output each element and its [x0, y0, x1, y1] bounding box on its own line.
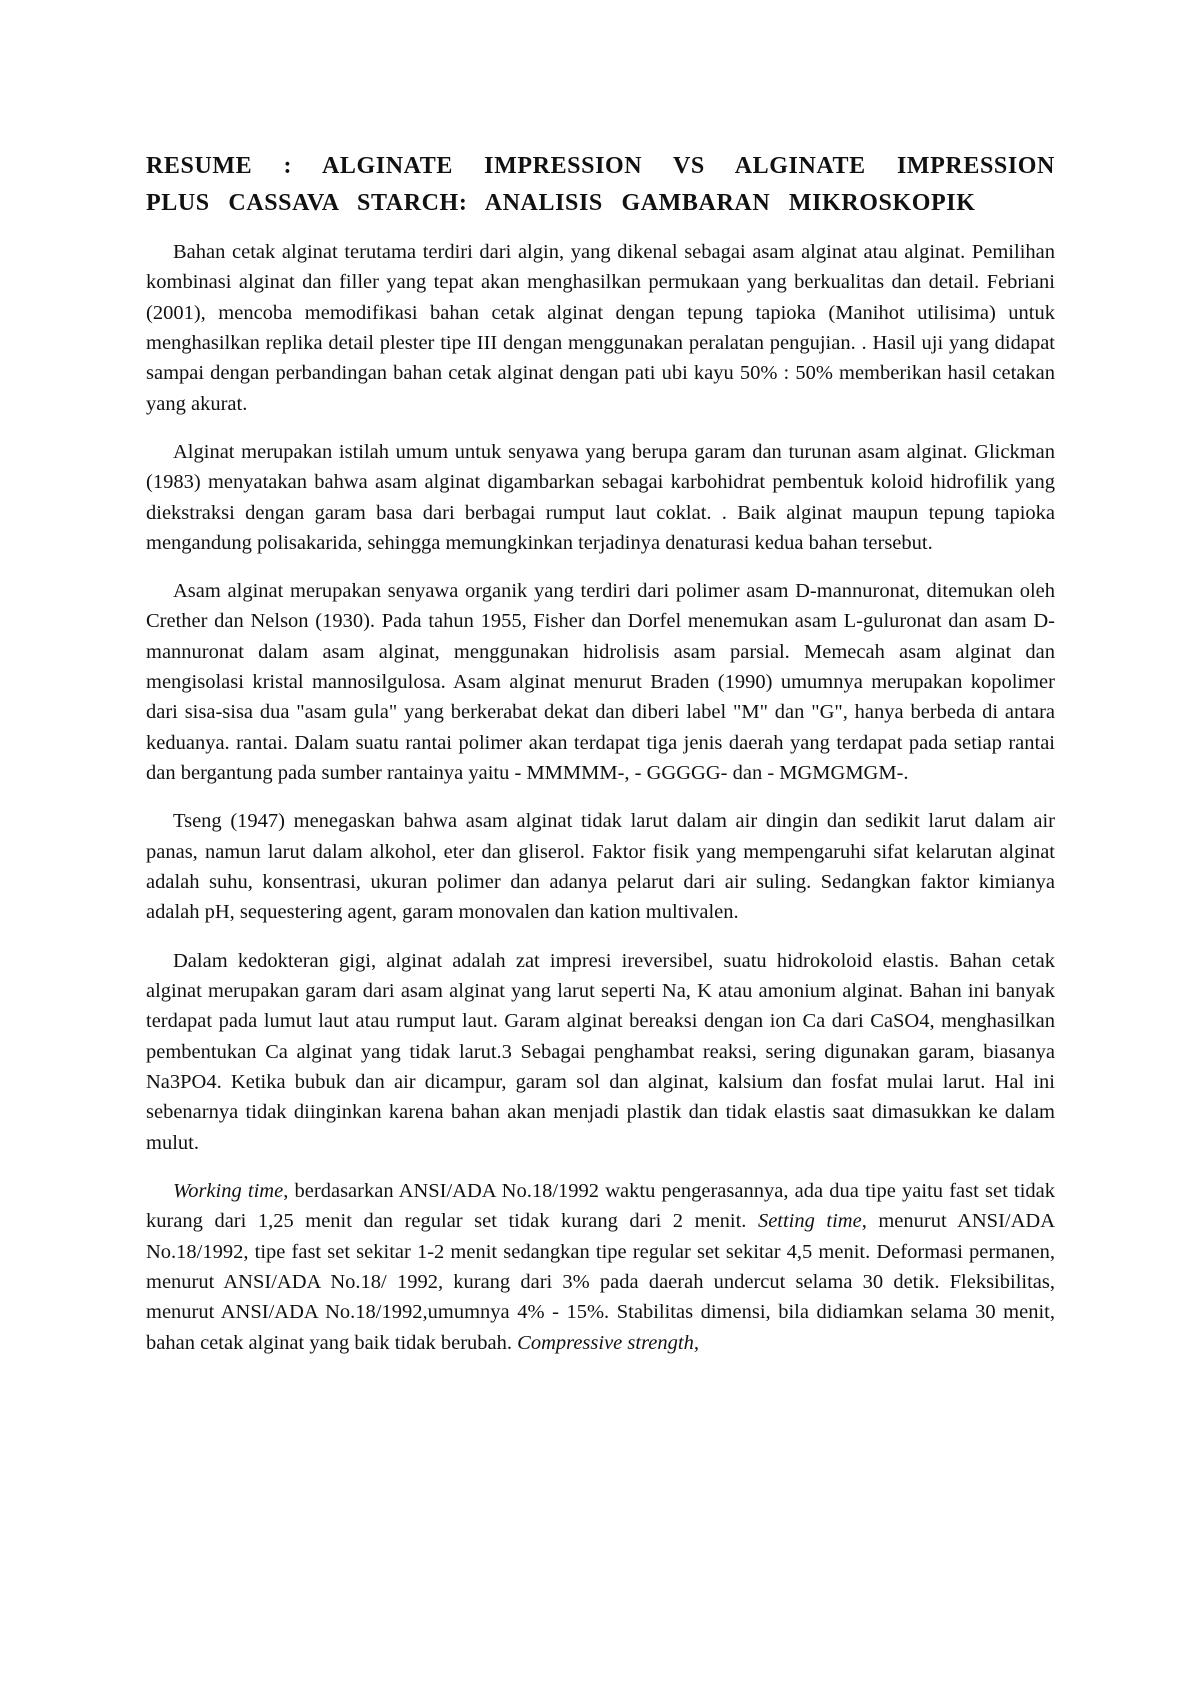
term-setting-time: Setting time	[757, 1210, 862, 1233]
paragraph-asam-alginat: Asam alginat merupakan senyawa organik yang terdiri dari polimer asam D-mannuronat, ditemukan oleh Crether dan Nelson (1930). Pada tahun 1955, Fisher dan Dorfel menemukan asam L-guluronat dan asam D-mannuronat dalam asam alginat, menggunakan hidrolisis asam parsial. Memecah asam alginat dan mengisolasi kristal mannosilgulosa. Asam alginat menurut Braden (1990) umumnya merupakan kopolimer dari sisa-sisa dua "asam gula" yang berkerabat dekat dan diberi label "M" dan "G", hanya berbeda di antara keduanya. rantai. Dalam suatu rantai polimer akan terdapat tiga jenis daerah yang terdapat pada setiap rantai dan bergantung pada sumber rantainya yaitu - MMMMM-, - GGGGG- dan - MGMGMGM-.	[146, 580, 1055, 785]
paragraph-kedokteran-gigi: Dalam kedokteran gigi, alginat adalah zat impresi ireversibel, suatu hidrokoloid elastis. Bahan cetak alginat merupakan garam dari asam alginat yang larut seperti Na, K atau amonium alginat. Bahan ini banyak terdapat pada lumut laut atau rumput laut. Garam alginat bereaksi dengan ion Ca dari CaSO4, menghasilkan pembentukan Ca alginat yang tidak larut.3 Sebagai penghambat reaksi, sering digunakan garam, biasanya Na3PO4. Ketika bubuk dan air dicampur, garam sol dan alginat, kalsium dan fosfat mulai larut. Hal ini sebenarnya tidak diinginkan karena bahan akan menjadi plastik dan tidak elastis saat dimasukkan ke dalam mulut.	[146, 949, 1055, 1154]
paragraph-kelarutan: Tseng (1947) menegaskan bahwa asam alginat tidak larut dalam air dingin dan sedikit larut dalam air panas, namun larut dalam alkohol, eter dan gliserol. Faktor fisik yang mempengaruhi sifat kelarutan alginat adalah suhu, konsentrasi, ukuran polimer dan adanya pelarut dari air suling. Sedangkan faktor kimianya adalah pH, sequestering agent, garam monovalen dan kation multivalen.	[146, 810, 1055, 924]
setting-time-text: , menurut ANSI/ADA No.18/1992, tipe fast set sekitar 1-2 menit sedangkan tipe regular set sekitar 4,5 menit. Deformasi permanen, menurut ANSI/ADA No.18/ 1992, kurang dari 3% pada daerah undercut selama 30 detik. Fleksibilitas, menurut ANSI/ADA No.18/1992,umumnya 4% - 15%. Stabilitas dimensi, bila didiamkan selama 30 menit, bahan cetak alginat yang baik tidak berubah.	[146, 1210, 1056, 1354]
term-compressive-strength: Compressive strength,	[517, 1331, 699, 1354]
paragraph-working-time	[146, 1176, 1055, 1358]
working-time-text: , berdasarkan ANSI/ADA No.18/1992 waktu pengerasannya, ada dua tipe yaitu fast set tidak kurang dari 1,25 menit dan regular set tidak kurang dari 2 menit.	[146, 1180, 1055, 1233]
term-working-time: Working time	[173, 1180, 284, 1203]
paragraph-bahan-cetak: Bahan cetak alginat terutama terdiri dari algin, yang dikenal sebagai asam alginat atau alginat. Pemilihan kombinasi alginat dan filler yang tepat akan menghasilkan permukaan yang berkualitas dan detail. Febriani (2001), mencoba memodifikasi bahan cetak alginat dengan tepung tapioka (Manihot utilisima) untuk menghasilkan replika detail plester tipe III dengan menggunakan peralatan pengujian. . Hasil uji yang didapat sampai dengan perbandingan bahan cetak alginat dengan pati ubi kayu 50% : 50% memberikan hasil cetakan yang akurat.	[146, 240, 1055, 415]
document-title: RESUME : ALGINATE IMPRESSION VS ALGINATE IMPRESSION PLUS CASSAVA STARCH: ANALISIS GAMBARAN MIKROSKOPIK	[146, 153, 1055, 217]
paragraph-alginat-definisi: Alginat merupakan istilah umum untuk senyawa yang berupa garam dan turunan asam alginat. Glickman (1983) menyatakan bahwa asam alginat digambarkan sebagai karbohidrat pembentuk koloid hidrofilik yang diekstraksi dengan garam basa dari berbagai rumput laut coklat. . Baik alginat maupun tepung tapioka mengandung polisakarida, sehingga memungkinkan terjadinya denaturasi kedua bahan tersebut.	[146, 440, 1055, 554]
document-body	[146, 148, 1055, 1376]
